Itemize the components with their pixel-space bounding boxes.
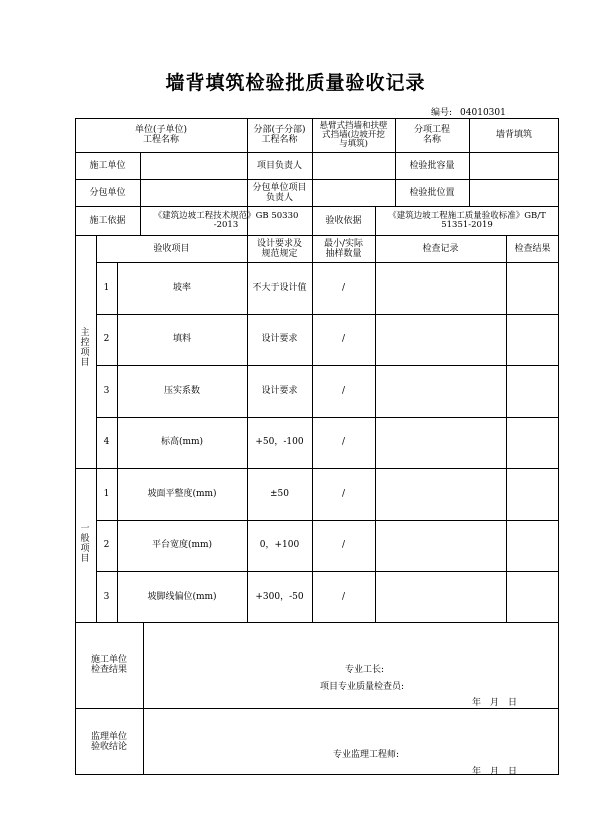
batch-location-value[interactable]: [469, 179, 559, 206]
acceptance-basis-label: 验收依据: [325, 215, 362, 226]
table-rule: [143, 622, 144, 775]
supervisor-check-label: 监理单位 验收结论: [90, 731, 127, 752]
item-sample-count[interactable]: /: [341, 437, 346, 448]
item-sample-count[interactable]: /: [341, 540, 346, 551]
code-value: 04010301: [460, 108, 506, 118]
item-name: 压实系数: [163, 385, 200, 396]
code-label: 编号:: [431, 108, 453, 118]
item-check-record[interactable]: [375, 520, 506, 572]
subsection-name-label: 分部(子分部) 工程名称: [253, 125, 306, 145]
contractor-value[interactable]: [140, 152, 247, 179]
item-check-result[interactable]: [506, 314, 559, 366]
item-name: 平台宽度(mm): [151, 540, 213, 551]
item-check-record[interactable]: [375, 417, 506, 469]
item-number: 3: [103, 591, 110, 602]
item-number: 1: [103, 488, 110, 499]
col-header-result: 检查结果: [514, 243, 551, 254]
item-number: 2: [103, 334, 110, 345]
project-manager-value[interactable]: [312, 152, 395, 179]
batch-capacity-label: 检验批容量: [409, 160, 455, 171]
col-header-requirement: 设计要求及 规范规定: [256, 238, 302, 259]
item-check-record[interactable]: [375, 262, 506, 314]
unit-name-label: 单位(子单位) 工程名称: [134, 125, 188, 145]
item-name: 填料: [172, 334, 191, 345]
item-name-label: 分项工程 名称: [413, 125, 450, 145]
item-requirement: 设计要求: [261, 334, 298, 345]
construction-basis-value: 《建筑边坡工程技术规范》GB 50330 -2013: [153, 210, 299, 230]
foreman-signature-label: 专业工长:: [345, 665, 385, 675]
table-rule: [75, 708, 559, 709]
item-check-record[interactable]: [375, 365, 506, 417]
supervisor-check-date: 年 月 日: [472, 767, 518, 777]
item-requirement: 设计要求: [261, 385, 298, 396]
contractor-check-date: 年 月 日: [472, 698, 518, 708]
quality-inspector-signature-label: 项目专业质量检查员:: [320, 682, 405, 692]
item-check-result[interactable]: [506, 571, 559, 623]
item-requirement: ±50: [270, 488, 289, 499]
item-number: 2: [103, 540, 110, 551]
item-name: 坡率: [172, 282, 191, 293]
item-check-record[interactable]: [375, 314, 506, 366]
col-header-record: 检查记录: [422, 243, 459, 254]
item-name: 坡脚线偏位(mm): [147, 591, 217, 602]
item-check-result[interactable]: [506, 262, 559, 314]
item-sample-count[interactable]: /: [341, 591, 346, 602]
item-requirement: +50，-100: [255, 437, 304, 448]
col-header-item: 验收项目: [153, 243, 190, 254]
sub-project-manager-label: 分包单位项目 负责人: [252, 182, 307, 203]
item-check-record[interactable]: [375, 571, 506, 623]
subcontractor-label: 分包单位: [89, 187, 126, 198]
item-check-result[interactable]: [506, 520, 559, 572]
batch-capacity-value[interactable]: [469, 152, 559, 179]
item-check-record[interactable]: [375, 468, 506, 520]
item-name-value[interactable]: 墙背填筑: [495, 130, 532, 140]
contractor-label: 施工单位: [89, 160, 126, 171]
contractor-check-label: 施工单位 检查结果: [90, 655, 127, 675]
construction-basis-label: 施工依据: [89, 215, 126, 226]
item-sample-count[interactable]: /: [341, 385, 346, 396]
subcontractor-value[interactable]: [140, 179, 247, 206]
item-name: 坡面平整度(mm): [147, 488, 217, 499]
item-sample-count[interactable]: /: [341, 282, 346, 293]
item-sample-count[interactable]: /: [341, 488, 346, 499]
project-manager-label: 项目负责人: [256, 160, 302, 171]
item-number: 3: [103, 385, 110, 396]
item-requirement: 不大于设计值: [252, 282, 307, 293]
item-name: 标高(mm): [160, 437, 204, 448]
item-requirement: 0，+100: [259, 540, 300, 551]
item-sample-count[interactable]: /: [341, 334, 346, 345]
page-title: 墙背填筑检验批质量验收记录: [165, 72, 426, 94]
item-check-result[interactable]: [506, 417, 559, 469]
supervision-engineer-signature-label: 专业监理工程师:: [333, 750, 400, 760]
sub-project-manager-value[interactable]: [312, 179, 395, 206]
main-control-items-label: 主控项目: [80, 328, 90, 368]
acceptance-basis-value: 《建筑边坡工程施工质量验收标准》GB/T 51351-2019: [388, 210, 546, 230]
item-check-result[interactable]: [506, 365, 559, 417]
subsection-name-value[interactable]: 悬臂式挡墙和扶壁 式挡墙(边坡开挖 与填筑): [319, 120, 388, 149]
item-requirement: +300，-50: [255, 591, 304, 602]
col-header-sample: 最小/实际 抽样数量: [323, 238, 364, 259]
batch-location-label: 检验批位置: [409, 187, 455, 198]
record-code: [431, 105, 506, 118]
item-number: 4: [103, 437, 110, 448]
general-items-label: 一般项目: [80, 524, 90, 564]
item-check-result[interactable]: [506, 468, 559, 520]
item-number: 1: [103, 282, 110, 293]
